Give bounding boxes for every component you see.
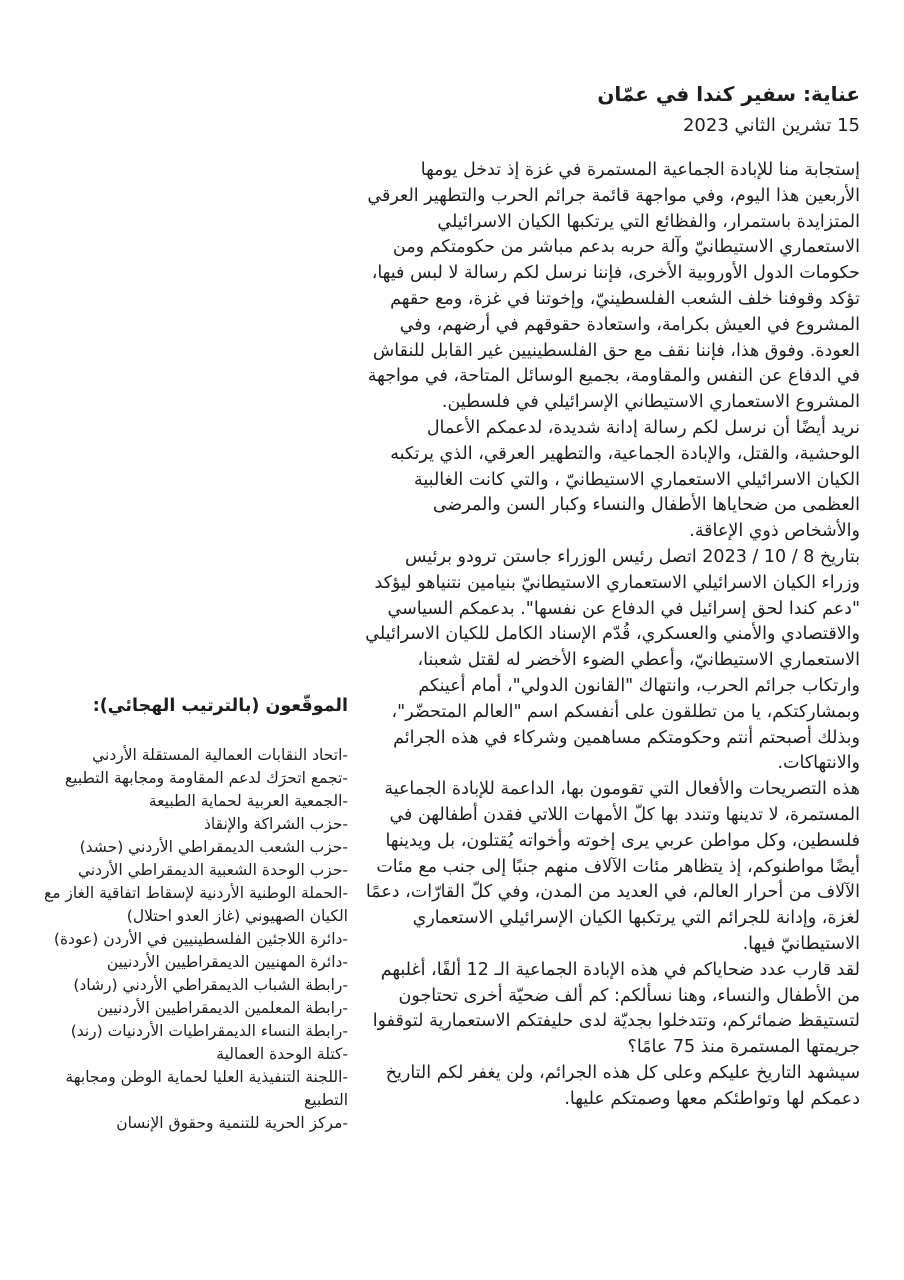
date-line: 15 تشرين الثاني 2023 — [682, 115, 860, 136]
body-paragraph: هذه التصريحات والأفعال التي تقومون بها، الداعمة للإبادة الجماعية المستمرة، لا تدينها وتندد بها كلّ الأمهات اللاتي فقدن أطفالهن في فلسطين، وكل مواطن عربي يرى إخوته وأخواته يُقتلون، بل ويدينها أيضًا مواطنوكم، إذ يتظاهر مئات الآلاف منهم جنبًا إلى جنب مع مئات الآلاف من أحرار العالم، في العديد من المدن، وفي كلّ القارّات، دعمًا لغزة، وإدانة للجرائم التي يرتكبها الكيان الإسرائيلي الاستعماري الاستيطانيّ فيها. — [365, 779, 860, 954]
signatory-item: -رابطة المعلمين الديمقراطيين الأردنيين — [96, 999, 348, 1017]
signatories-section — [36, 694, 348, 1135]
body-paragraph: إستجابة منا للإبادة الجماعية المستمرة في غزة إذ تدخل يومها الأربعين هذا اليوم، وفي مواجهة قائمة جرائم الحرب والتطهير العرقي المتزايدة باستمرار، والفظائع التي يرتكبها الكيان الاسرائيلي الاستعماري الاستيطانيّ وآلة حربه بدعم مباشر من حكومتكم ومن حكومات الدول الأوروبية الأخرى، فإننا نرسل لكم رسالة لا لبس فيها، تؤكد وقوفنا خلف الشعب الفلسطينيّ، وإخوتنا في غزة، ومع حقهم المشروع في العيش بكرامة، واستعادة حقوقهم في أرضهم، وفي العودة. وفوق هذا، فإننا نقف مع حق الفلسطينيين غير القابل للنقاش في الدفاع عن النفس والمقاومة، بجميع الوسائل المتاحة، في مواجهة المشروع الاستعماري الاستيطاني الإسرائيلي في فلسطين. — [367, 160, 860, 413]
body-paragraph: نريد أيضًا أن نرسل لكم رسالة إدانة شديدة، لدعمكم الأعمال الوحشية، والقتل، والإبادة الجماعية، والتطهير العرقي، الذي يرتكبه الكيان الاسرائيلي الاستعماري الاستيطانيّ ، والتي كانت الغالبية العظمى من ضحاياها الأطفال والنساء وكبار السن والمرضى والأشخاص ذوي الإعاقة. — [390, 417, 860, 542]
signatory-item: -كتلة الوحدة العمالية — [216, 1045, 348, 1063]
body-paragraph: لقد قارب عدد ضحاياكم في هذه الإبادة الجماعية الـ 12 ألفًا، أغلبهم من الأطفال والنساء، وهنا نسألكم: كم ألف ضحيّة أخرى تحتاجون لتستيقظ ضمائركم، وتتدخلوا بجديّة لدى حليفتكم الاستعمارية لتوقفوا جريمتها المستمرة منذ 75 عامًا؟ — [372, 959, 860, 1058]
body-paragraph: سيشهد التاريخ عليكم وعلى كل هذه الجرائم، ولن يغفر لكم التاريخ دعمكم لها وتواطئكم معها وصمتكم عليها. — [385, 1062, 860, 1109]
signatory-item: -رابطة النساء الديمقراطيات الأردنيات (رند) — [70, 1022, 348, 1040]
signatories-heading: الموقّعون (بالترتيب الهجائي): — [92, 696, 348, 716]
signatory-item: -اللجنة التنفيذية العليا لحماية الوطن ومجابهة التطبيع — [65, 1068, 348, 1109]
signatory-item: -تجمع اتحرَك لدعم المقاومة ومجابهة التطبيع — [64, 769, 348, 787]
signatory-item: -دائرة المهنيين الديمقراطيين الأردنيين — [106, 953, 348, 971]
signatory-item: -دائرة اللاجئين الفلسطينيين في الأردن (عودة) — [53, 930, 348, 948]
signatory-item: -اتحاد النقابات العمالية المستقلة الأردني — [92, 746, 348, 764]
signatory-item: -حزب الشراكة والإنقاذ — [204, 815, 348, 833]
attention-line: عناية: سفير كندا في عمّان — [597, 82, 860, 106]
signatory-item: -رابطة الشباب الديمقراطي الأردني (رشاد) — [73, 976, 348, 994]
letter-header — [360, 80, 860, 139]
body-paragraph: بتاريخ 8 / 10 / 2023 اتصل رئيس الوزراء جاستن ترودو برئيس وزراء الكيان الاسرائيلي الاستعماري الاستيطانيّ بنيامين نتنياهو ليؤكد "دعم كندا لحق إسرائيل في الدفاع عن نفسها". بدعمكم السياسي والاقتصادي والأمني والعسكري، قُدّم الإسناد الكامل للكيان الاسرائيلي الاستعماري الاستيطانيّ، وأعطي الضوء الأخضر له لقتل شعبنا، وارتكاب جرائم الحرب، وانتهاك "القانون الدولي"، أمام أعينكم وبمشاركتكم، يا من تطلقون على أنفسكم اسم "العالم المتحضّر"، وبذلك أصبحتم أنتم وحكومتكم مساهمين وشركاء في هذه الجرائم والانتهاكات. — [365, 546, 860, 774]
signatories-list — [36, 744, 348, 1135]
signatory-item: -الجمعية العربية لحماية الطبيعة — [148, 792, 348, 810]
signatory-item: -حزب الوحدة الشعبية الديمقراطي الأردني — [77, 861, 348, 879]
signatory-item: -مركز الحرية للتنمية وحقوق الإنسان — [116, 1114, 348, 1132]
signatory-item: -حزب الشعب الديمقراطي الأردني (حشد) — [79, 838, 348, 856]
signatory-item: -الحملة الوطنية الأردنية لإسقاط اتفاقية الغاز مع الكيان الصهيوني (غاز العدو احتلال) — [43, 884, 348, 925]
letter-body — [362, 158, 860, 1112]
